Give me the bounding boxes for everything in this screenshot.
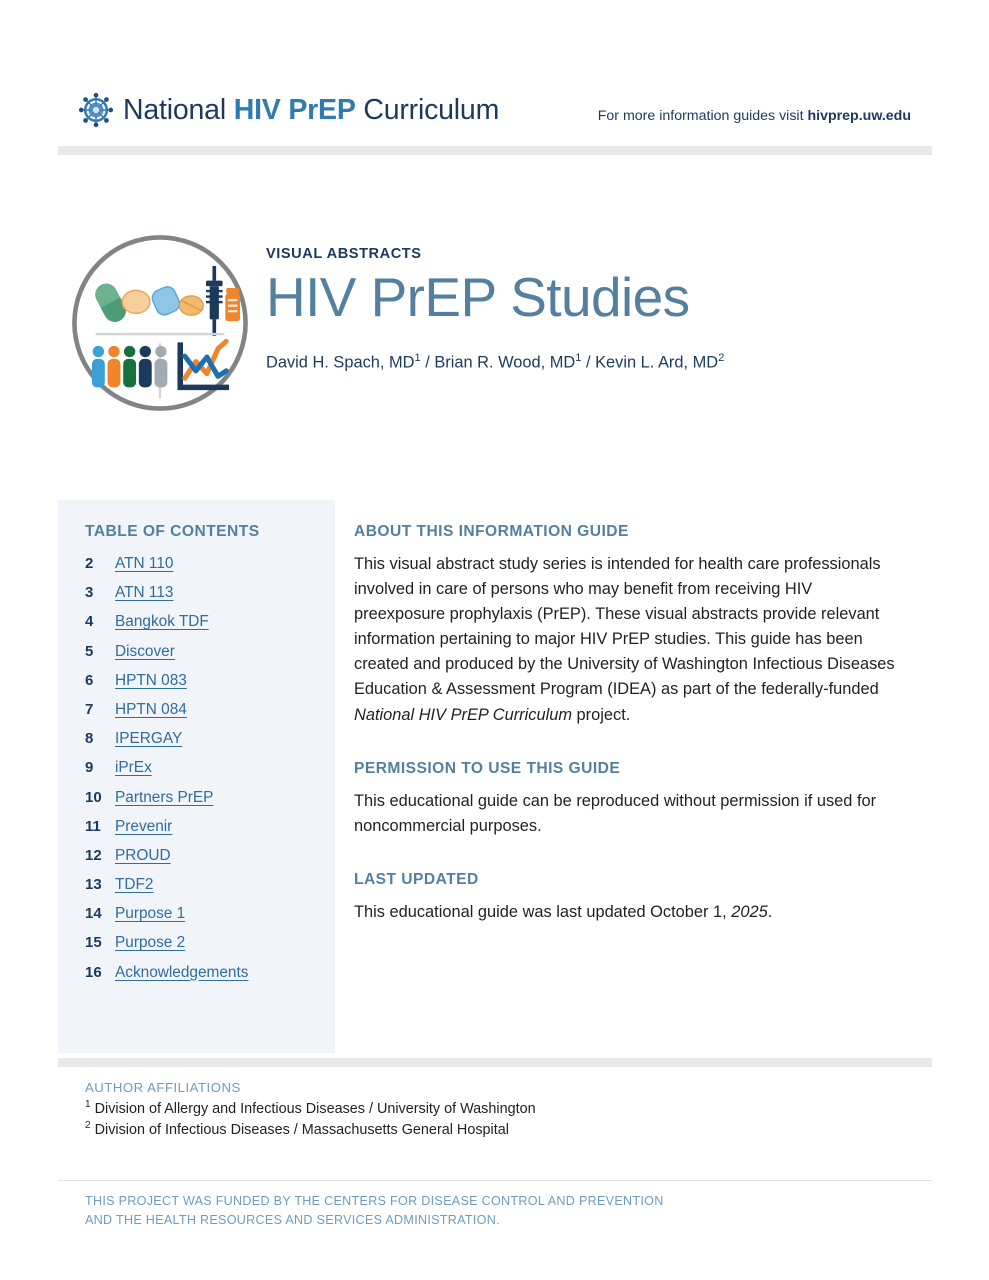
byline-separator: / <box>581 353 596 372</box>
divider-bottom <box>58 1058 932 1067</box>
author-name: David H. Spach, MD <box>266 353 415 372</box>
author-affiliation-marker: 2 <box>718 352 725 365</box>
affiliation-line <box>85 1098 785 1119</box>
toc-link[interactable]: Prevenir <box>115 817 173 835</box>
masthead-note <box>598 108 911 124</box>
masthead <box>0 0 989 150</box>
masthead-note-prefix: For more information guides visit <box>597 108 808 124</box>
toc-link[interactable]: Partners PrEP <box>115 788 214 806</box>
author-affiliation-marker: 1 <box>575 352 582 365</box>
brand-lockup[interactable] <box>78 92 499 128</box>
permission-paragraph: This educational guide can be reproduced without permission if used for noncommercial purposes. <box>354 791 877 835</box>
brand-accent: HIV PrEP <box>233 93 356 126</box>
toc-page-number: 5 <box>85 642 94 660</box>
divider-hairline <box>58 1180 932 1181</box>
toc-item[interactable] <box>85 584 335 602</box>
author-affiliation-marker: 1 <box>414 352 421 365</box>
sunburst-wheel-icon <box>78 92 114 128</box>
about-text-part1: This visual abstract study series is intended for health care professionals involved in care of persons who may benefit from receiving HIV preexposure prophylaxis (PrEP). These visual abstracts provide relevant information pertaining to major HIV PrEP studies. This guide has been created and produced by the University of Washington Infectious Diseases Education & Assessment Program (IDEA) as part of the federally-funded <box>354 555 895 699</box>
last-updated-paragraph <box>354 900 902 925</box>
toc-page-number: 16 <box>85 963 102 981</box>
author-byline <box>266 352 724 372</box>
toc-item[interactable] <box>85 555 335 573</box>
toc-link[interactable]: Purpose 1 <box>115 905 186 923</box>
toc-page-number: 13 <box>85 876 102 894</box>
about-text-italic: National HIV PrEP Curriculum <box>354 705 572 724</box>
toc-link[interactable]: TDF2 <box>115 876 154 894</box>
toc-page-number: 12 <box>85 846 102 864</box>
last-updated-part1: This educational guide was last updated October 1, <box>354 902 732 921</box>
toc-link[interactable]: Acknowledgements <box>115 963 249 981</box>
funding-line-1: THIS PROJECT WAS FUNDED BY THE CENTERS FOR DISEASE CONTROL AND PREVENTION <box>85 1194 664 1208</box>
toc-link[interactable]: Discover <box>115 642 175 660</box>
toc-page-number: 14 <box>85 905 102 923</box>
toc-item[interactable] <box>85 730 335 748</box>
about-heading: ABOUT THIS INFORMATION GUIDE <box>354 523 629 540</box>
toc-item[interactable] <box>85 643 335 661</box>
funding-statement <box>85 1192 845 1230</box>
toc-link[interactable]: Bangkok TDF <box>115 613 209 631</box>
toc-link[interactable]: iPrEx <box>115 759 152 777</box>
toc-page-number: 15 <box>85 934 102 952</box>
visual-abstracts-circle-illustration <box>68 231 252 415</box>
toc-item[interactable] <box>85 876 335 894</box>
affiliations-heading: AUTHOR AFFILIATIONS <box>85 1080 241 1095</box>
toc-item[interactable] <box>85 905 335 923</box>
last-updated-year: 2025 <box>731 902 768 921</box>
toc-item[interactable] <box>85 613 335 631</box>
toc-page-number: 10 <box>85 788 102 806</box>
toc-item[interactable] <box>85 964 335 982</box>
toc-link[interactable]: IPERGAY <box>115 730 183 748</box>
eyebrow-label: VISUAL ABSTRACTS <box>266 246 422 262</box>
affiliation-text: Division of Allergy and Infectious Diseases / University of Washington <box>90 1100 536 1117</box>
toc-page-number: 4 <box>85 613 94 631</box>
toc-page-number: 2 <box>85 555 94 572</box>
permission-heading: PERMISSION TO USE THIS GUIDE <box>354 759 621 777</box>
brand-suffix: Curriculum <box>355 93 500 126</box>
toc-item[interactable] <box>85 759 335 777</box>
byline-separator: / <box>420 353 435 372</box>
cover-title-block <box>0 222 989 432</box>
toc-link[interactable]: ATN 110 <box>115 555 174 572</box>
author-name: Kevin L. Ard, MD <box>595 353 719 372</box>
affiliation-marker: 1 <box>85 1099 91 1110</box>
about-column <box>335 500 932 1053</box>
toc-page-number: 6 <box>85 671 94 689</box>
toc-item[interactable] <box>85 934 335 952</box>
last-updated-heading: LAST UPDATED <box>354 870 479 888</box>
toc-link[interactable]: HPTN 084 <box>115 700 187 718</box>
toc-item[interactable] <box>85 672 335 690</box>
about-text-part2: project. <box>572 705 631 724</box>
toc-item[interactable] <box>85 789 335 807</box>
divider-top <box>58 146 932 155</box>
affiliations-list <box>85 1098 785 1141</box>
affiliation-line <box>85 1119 785 1140</box>
table-of-contents <box>58 500 335 1053</box>
about-paragraph <box>354 552 902 728</box>
toc-page-number: 9 <box>85 759 94 777</box>
toc-heading: TABLE OF CONTENTS <box>85 523 260 540</box>
toc-item[interactable] <box>85 701 335 719</box>
page-title: HIV PrEP Studies <box>266 266 690 328</box>
affiliation-marker: 2 <box>85 1120 91 1132</box>
toc-page-number: 11 <box>85 817 101 835</box>
toc-link[interactable]: PROUD <box>115 846 171 864</box>
affiliation-text: Division of Infectious Diseases / Massachusetts General Hospital <box>90 1122 509 1139</box>
content-panel <box>58 500 932 1053</box>
brand-wordmark <box>123 94 499 127</box>
brand-prefix: National <box>123 93 234 126</box>
author-affiliations <box>85 1080 785 1141</box>
toc-link[interactable]: Purpose 2 <box>115 934 186 952</box>
masthead-url[interactable]: hivprep.uw.edu <box>807 108 911 124</box>
toc-link[interactable]: HPTN 083 <box>115 671 187 689</box>
toc-link[interactable]: ATN 113 <box>115 584 174 602</box>
toc-page-number: 7 <box>85 700 94 718</box>
toc-page-number: 3 <box>85 584 94 602</box>
last-updated-part2: . <box>767 902 773 921</box>
toc-page-number: 8 <box>85 730 94 748</box>
title-group <box>266 246 724 373</box>
toc-item[interactable] <box>85 818 335 836</box>
toc-item[interactable] <box>85 847 335 865</box>
funding-line-2: AND THE HEALTH RESOURCES AND SERVICES ADMINISTRATION. <box>85 1212 500 1227</box>
toc-list <box>85 555 335 982</box>
author-name: Brian R. Wood, MD <box>434 353 576 372</box>
